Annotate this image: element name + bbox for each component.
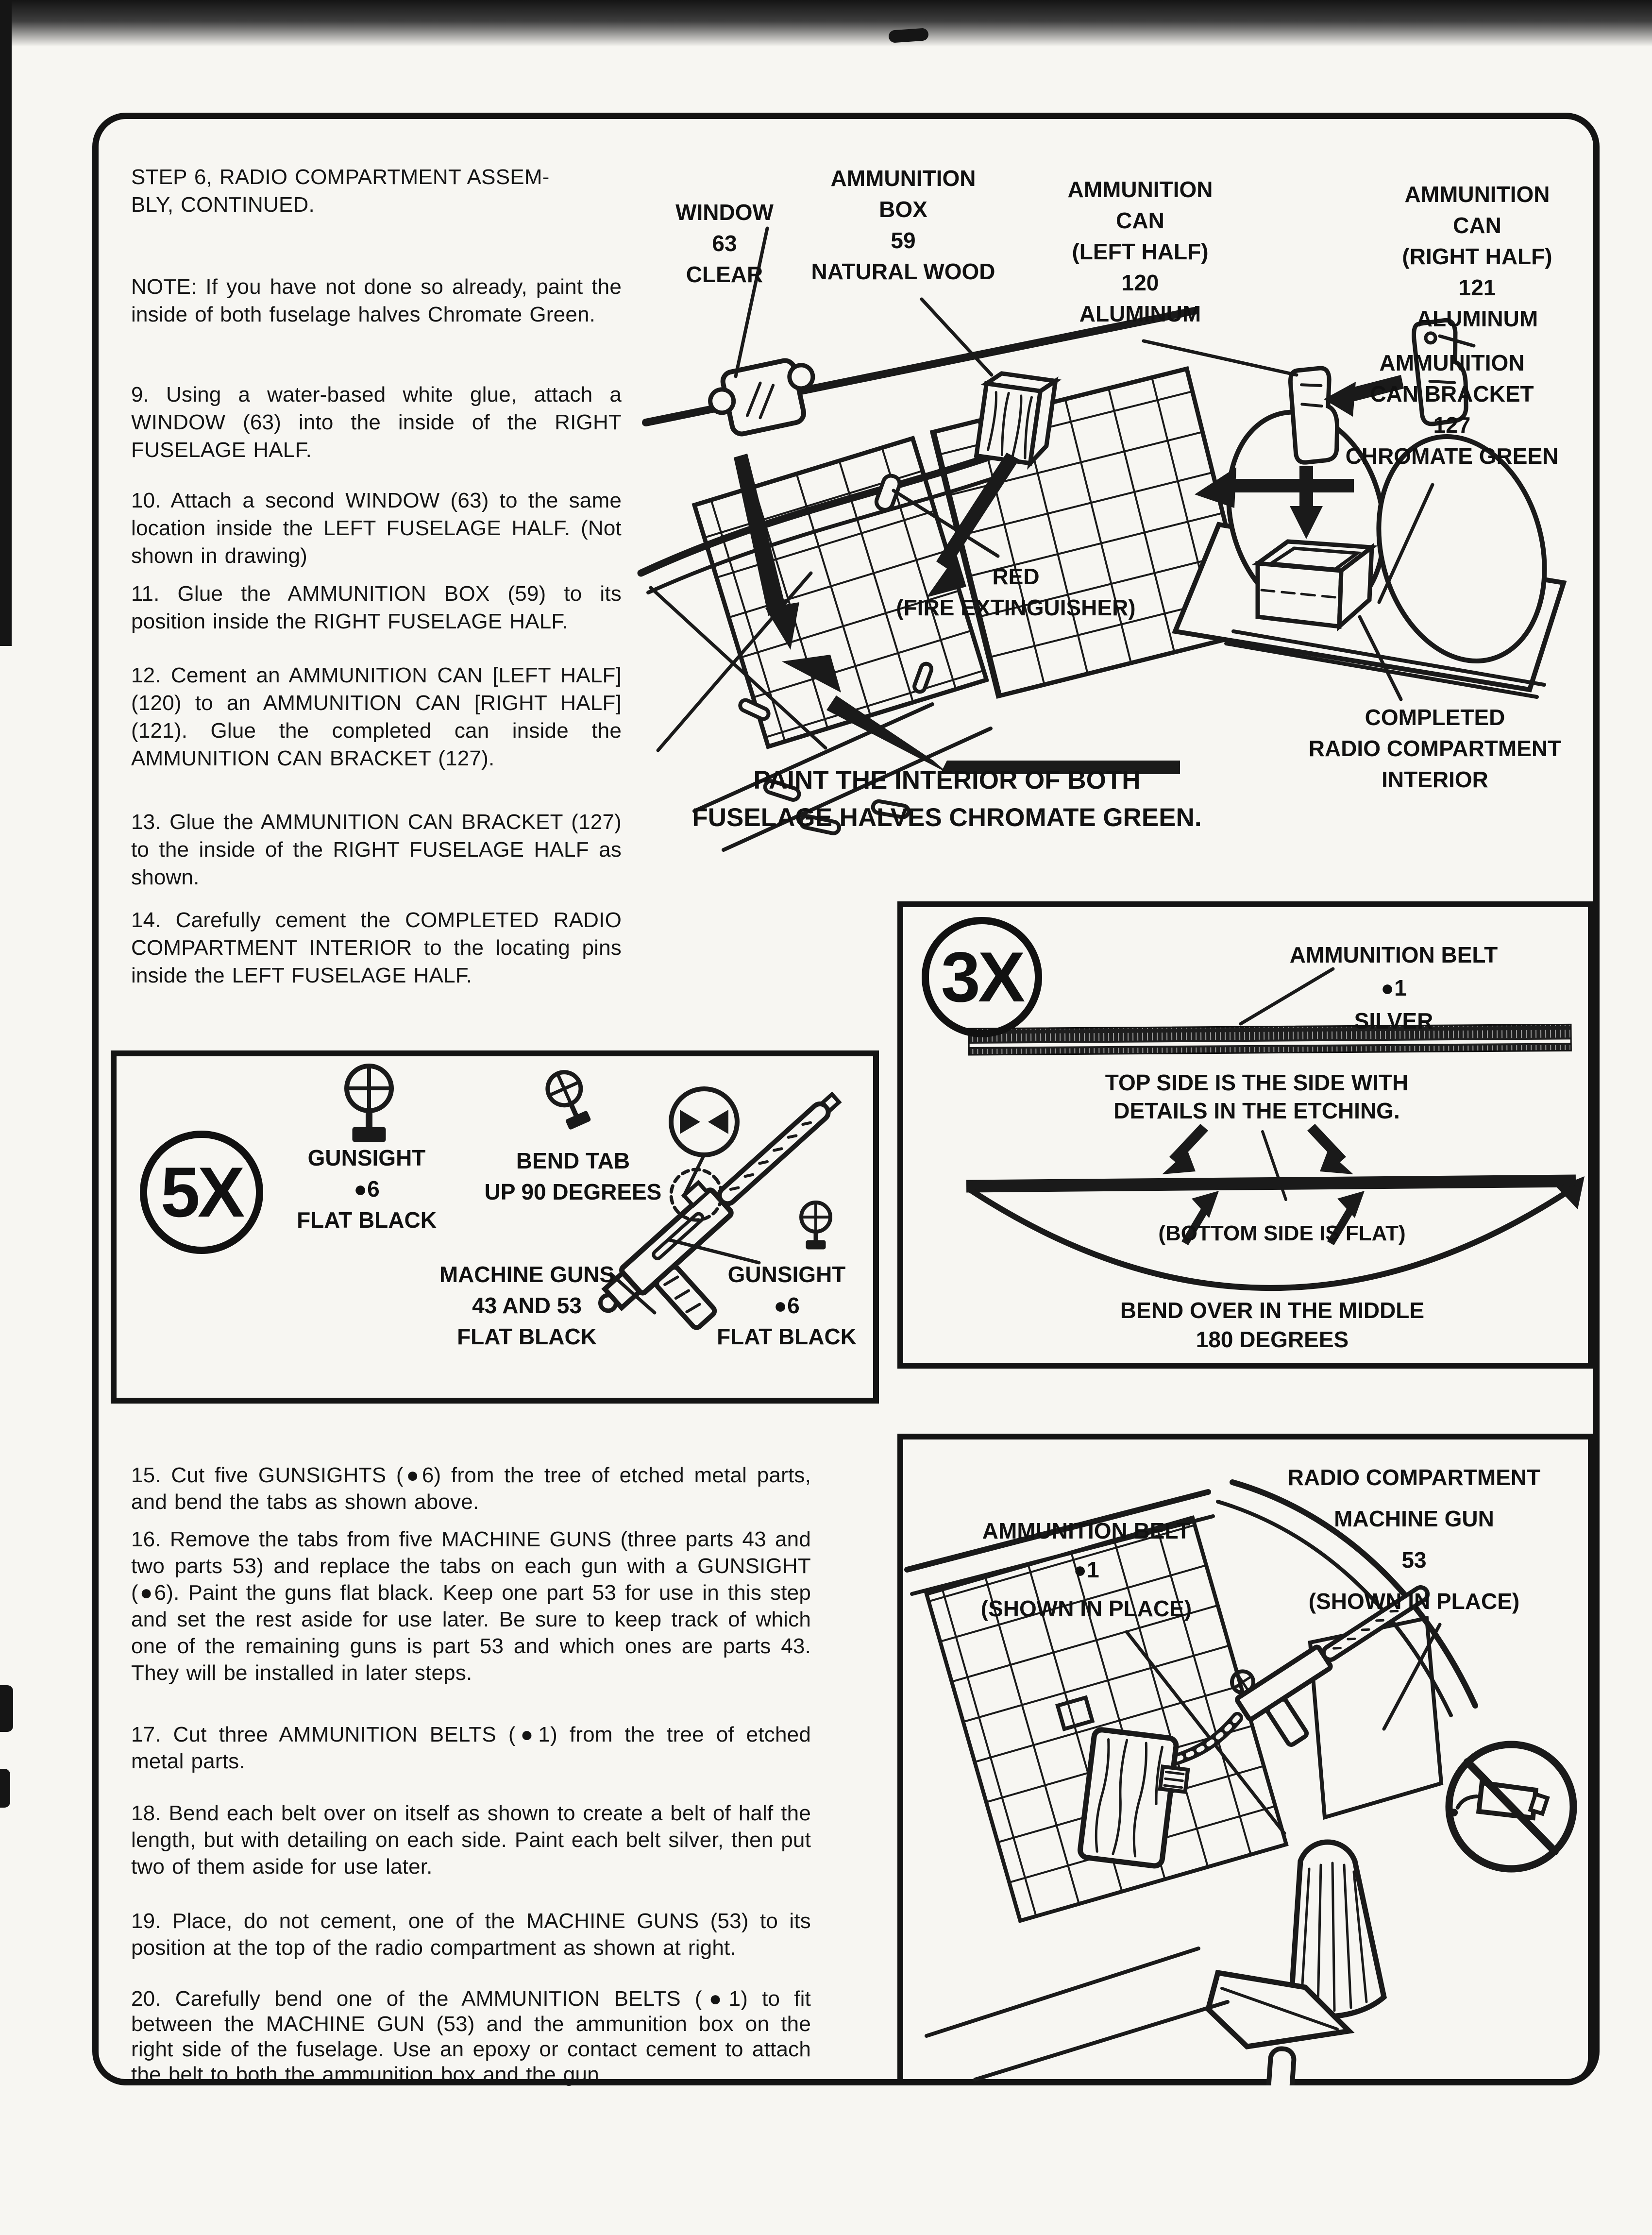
step-16: 16. Remove the tabs from five MACHINE GUNS (three parts 43 and two parts 53) and replace the tabs on each gun with a GUNSIGHT (●6). Paint the guns flat black. Keep one part 53 for use in this step and set the rest aside for use later. Be sure to keep track of which one of the remaining guns is part 53 and which ones are parts 43. They will be installed in later steps. <box>131 1527 811 1685</box>
quantity-badge-5x: 5X <box>140 1131 263 1254</box>
label-belt-shown-in-place: AMMUNITION BELT ●1 (SHOWN IN PLACE) <box>980 1518 1192 1621</box>
step-heading <box>131 163 626 219</box>
step-12: 12. Cement an AMMUNITION CAN [LEFT HALF] (120) to an AMMUNITION CAN [RIGHT HALF] (121). Glue the completed can inside the AMMUNITION CAN BRACKET (127). <box>131 663 622 770</box>
label-fire-extinguisher: RED (FIRE EXTINGUISHER) <box>896 564 1136 620</box>
step-17: 17. Cut three AMMUNITION BELTS (●1) from the tree of etched metal parts. <box>131 1723 811 1773</box>
quantity-badge-3x: 3X <box>922 917 1042 1037</box>
label-ammunition-can-bracket: AMMUNITION CAN BRACKET 127 CHROMATE GREEN <box>1345 350 1559 469</box>
heading-line-2: BLY, CONTINUED. <box>131 193 315 217</box>
label-bend-tab: BEND TAB UP 90 DEGREES <box>484 1148 662 1204</box>
label-completed-interior: COMPLETED RADIO COMPARTMENT INTERIOR <box>1308 705 1562 792</box>
scan-edge-artifact-top <box>0 0 1652 47</box>
paint-interior-caption: PAINT THE INTERIOR OF BOTH FUSELAGE HALVES CHROMATE GREEN. <box>692 766 1202 832</box>
label-top-side: TOP SIDE IS THE SIDE WITH DETAILS IN THE ETCHING. <box>1105 1070 1409 1123</box>
step-13: 13. Glue the AMMUNITION CAN BRACKET (127) to the inside of the RIGHT FUSELAGE HALF as shown. <box>131 810 622 889</box>
heading-line-1: STEP 6, RADIO COMPARTMENT ASSEM- <box>131 165 550 189</box>
step-10: 10. Attach a second WINDOW (63) to the same location inside the LEFT FUSELAGE HALF. (Not shown in drawing) <box>131 489 622 568</box>
label-bend-over: BEND OVER IN THE MIDDLE 180 DEGREES <box>1120 1298 1425 1352</box>
label-ammunition-can-left: AMMUNITION CAN (LEFT HALF) 120 ALUMINUM <box>1067 177 1213 326</box>
window-part <box>705 356 822 439</box>
seat-drawing <box>1208 1842 1384 2085</box>
label-machine-guns: MACHINE GUNS 43 AND 53 FLAT BLACK <box>439 1262 615 1349</box>
label-ammunition-box: AMMUNITION BOX 59 NATURAL WOOD <box>811 166 995 284</box>
label-gunsight: GUNSIGHT ●6 FLAT BLACK <box>297 1145 437 1233</box>
step-18: 18. Bend each belt over on itself as shown to create a belt of half the length, but with detailing on each side. Paint each belt silver, then put two of them aside for use later. <box>131 1801 811 1879</box>
gunsight-icon-small <box>801 1202 830 1249</box>
label-ammunition-can-right: AMMUNITION CAN (RIGHT HALF) 121 ALUMINUM <box>1402 182 1552 331</box>
step-14: 14. Carefully cement the COMPLETED RADIO COMPARTMENT INTERIOR to the locating pins inside the LEFT FUSELAGE HALF. <box>131 908 622 987</box>
step-20: 20. Carefully bend one of the AMMUNITION BELTS (●1) to fit between the MACHINE GUN (53) and the ammunition box on the right side of the fuselage. Use an epoxy or contact cement to attach the belt to both the ammunition box and the gun. <box>131 1987 811 2086</box>
no-cement-icon <box>1449 1744 1573 1869</box>
ammunition-can-bracket-part <box>1258 542 1372 626</box>
label-gun-shown-in-place: RADIO COMPARTMENT MACHINE GUN 53 (SHOWN IN PLACE) <box>1287 1465 1541 1614</box>
gunsight-icon <box>347 1066 391 1142</box>
step-15: 15. Cut five GUNSIGHTS (●6) from the tree of etched metal parts, and bend the tabs as shown above. <box>131 1463 811 1514</box>
label-bottom-side: (BOTTOM SIDE IS FLAT) <box>1158 1221 1406 1245</box>
note-paragraph: NOTE: If you have not done so already, paint the inside of both fuselage halves Chromate Green. <box>131 275 622 326</box>
scan-blot-left-2 <box>0 1769 10 1808</box>
bend-detail-inset <box>671 1089 737 1196</box>
scan-edge-artifact-left <box>0 0 12 646</box>
label-ammunition-belt: AMMUNITION BELT ●1 SILVER <box>1289 942 1498 1033</box>
label-window: WINDOW 63 CLEAR <box>675 200 774 287</box>
ammunition-can-left-part <box>1287 367 1341 463</box>
gunsight-icon-tilted <box>542 1067 595 1132</box>
ammunition-box-part <box>977 372 1056 465</box>
step-9: 9. Using a water-based white glue, attach a WINDOW (63) into the inside of the RIGHT FUSELAGE HALF. <box>131 383 622 462</box>
scan-blot-left-1 <box>0 1685 13 1732</box>
step-19: 19. Place, do not cement, one of the MACHINE GUNS (53) to its position at the top of the radio compartment as shown at right. <box>131 1909 811 1960</box>
step-11: 11. Glue the AMMUNITION BOX (59) to its position inside the RIGHT FUSELAGE HALF. <box>131 582 622 633</box>
label-gunsight-2: GUNSIGHT ●6 FLAT BLACK <box>717 1262 857 1349</box>
